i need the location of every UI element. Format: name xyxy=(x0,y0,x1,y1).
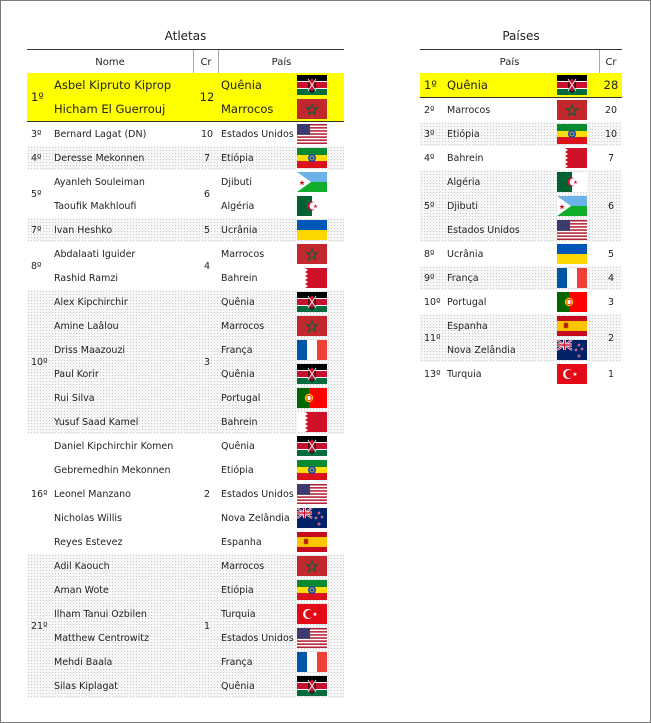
athlete-name: Taoufik Makhloufi xyxy=(54,200,137,212)
cr-column-header: Cr xyxy=(599,50,622,74)
country-name: Portugal xyxy=(221,392,261,404)
cr-value: 4 xyxy=(203,260,211,272)
morocco-flag-icon xyxy=(297,316,327,336)
athlete-name: Amine Laâlou xyxy=(54,320,119,332)
athlete-row xyxy=(27,578,344,602)
country-name: Djibuti xyxy=(221,176,253,188)
rank-label: 1º xyxy=(31,90,44,104)
country-rank-group xyxy=(420,290,622,314)
athlete-name: Aman Wote xyxy=(54,584,109,596)
kenya-flag-icon xyxy=(297,676,327,696)
country-row xyxy=(420,170,622,194)
country-name: Quênia xyxy=(447,78,488,92)
cr-value: 5 xyxy=(203,224,211,236)
country-name: Quênia xyxy=(221,440,255,452)
athlete-row xyxy=(27,218,344,242)
country-name: Estados Unidos xyxy=(221,128,294,140)
algeria-flag-icon xyxy=(557,172,587,192)
new-zealand-flag-icon xyxy=(557,340,587,360)
athlete-row xyxy=(27,146,344,170)
bahrain-flag-icon xyxy=(297,268,327,288)
athlete-rank-group xyxy=(27,242,344,290)
athlete-row xyxy=(27,194,344,218)
cr-value: 1 xyxy=(607,368,615,380)
athlete-row xyxy=(27,73,344,97)
morocco-flag-icon xyxy=(297,99,327,119)
cr-value: 3 xyxy=(607,296,615,308)
spain-flag-icon xyxy=(557,316,587,336)
country-name: Nova Zelândia xyxy=(447,344,516,356)
cr-value: 12 xyxy=(199,90,215,104)
athlete-row xyxy=(27,626,344,650)
country-row xyxy=(420,266,622,290)
djibouti-flag-icon xyxy=(557,196,587,216)
athlete-name: Ilham Tanui Ozbilen xyxy=(54,608,147,620)
portugal-flag-icon xyxy=(557,292,587,312)
turkey-flag-icon xyxy=(297,604,327,624)
country-name: Bahrein xyxy=(447,152,484,164)
country-name: Algéria xyxy=(447,176,481,188)
athlete-name: Abdalaati Iguider xyxy=(54,248,136,260)
cr-value: 28 xyxy=(603,78,619,92)
athlete-row xyxy=(27,266,344,290)
cr-value: 6 xyxy=(203,188,211,200)
morocco-flag-icon xyxy=(297,244,327,264)
country-name: Etiópia xyxy=(221,584,254,596)
athlete-rank-group xyxy=(27,218,344,242)
athlete-row xyxy=(27,410,344,434)
athlete-rank-group xyxy=(27,434,344,554)
usa-flag-icon xyxy=(297,124,327,144)
usa-flag-icon xyxy=(297,484,327,504)
ukraine-flag-icon xyxy=(557,244,587,264)
country-row xyxy=(420,362,622,386)
country-row xyxy=(420,218,622,242)
rank-label: 21º xyxy=(31,620,48,632)
country-rank-group xyxy=(420,266,622,290)
athlete-row xyxy=(27,362,344,386)
kenya-flag-icon xyxy=(297,436,327,456)
cr-value: 2 xyxy=(203,488,211,500)
usa-flag-icon xyxy=(557,220,587,240)
country-name: Bahrein xyxy=(221,416,258,428)
athlete-name: Paul Korir xyxy=(54,368,99,380)
rank-label: 4º xyxy=(424,152,435,164)
country-rank-group xyxy=(420,122,622,146)
rank-label: 2º xyxy=(424,104,435,116)
athlete-row xyxy=(27,482,344,506)
country-rank-group xyxy=(420,146,622,170)
athlete-name: Matthew Centrowitz xyxy=(54,632,149,644)
athlete-row xyxy=(27,290,344,314)
athletes-table-title: Atletas xyxy=(164,29,207,43)
rank-label: 9º xyxy=(424,272,435,284)
country-name: Marrocos xyxy=(221,560,265,572)
morocco-flag-icon xyxy=(297,556,327,576)
athletes-table-header xyxy=(27,49,344,75)
athlete-name: Yusuf Saad Kamel xyxy=(54,416,139,428)
country-name: Espanha xyxy=(221,536,262,548)
rank-label: 1º xyxy=(424,78,437,92)
country-name: Marrocos xyxy=(221,102,274,116)
athlete-row xyxy=(27,242,344,266)
country-row xyxy=(420,146,622,170)
ethiopia-flag-icon xyxy=(557,124,587,144)
country-name: Algéria xyxy=(221,200,255,212)
cr-value: 20 xyxy=(604,104,618,116)
country-name: Espanha xyxy=(447,320,488,332)
kenya-flag-icon xyxy=(297,364,327,384)
athlete-name: Hicham El Guerrouj xyxy=(54,102,166,116)
cr-column-header: Cr xyxy=(193,50,218,74)
country-rank-group xyxy=(420,242,622,266)
country-name: Bahrein xyxy=(221,272,258,284)
rank-label: 13º xyxy=(424,368,441,380)
cr-value: 4 xyxy=(607,272,615,284)
rank-label: 7º xyxy=(31,224,42,236)
cr-value: 10 xyxy=(200,128,214,140)
athlete-name: Rashid Ramzi xyxy=(54,272,118,284)
countries-table xyxy=(420,73,622,386)
athlete-name: Reyes Estevez xyxy=(54,536,123,548)
athlete-name: Nicholas Willis xyxy=(54,512,122,524)
country-name: Djibuti xyxy=(447,200,479,212)
country-name: Portugal xyxy=(447,296,487,308)
athlete-rank-group xyxy=(27,146,344,170)
athlete-row xyxy=(27,338,344,362)
country-row xyxy=(420,122,622,146)
cr-value: 6 xyxy=(607,200,615,212)
country-row xyxy=(420,73,622,97)
country-name: França xyxy=(221,344,253,356)
rank-label: 3º xyxy=(31,128,42,140)
turkey-flag-icon xyxy=(557,364,587,384)
country-name: Etiópia xyxy=(221,464,254,476)
ukraine-flag-icon xyxy=(297,220,327,240)
country-name: Etiópia xyxy=(447,128,480,140)
athlete-name: Asbel Kipruto Kiprop xyxy=(54,78,172,92)
country-row xyxy=(420,314,622,338)
athlete-row xyxy=(27,386,344,410)
cr-value: 3 xyxy=(203,356,211,368)
country-name: França xyxy=(221,656,253,668)
countries-table-title: Países xyxy=(502,29,540,43)
rank-label: 8º xyxy=(424,248,435,260)
new-zealand-flag-icon xyxy=(297,508,327,528)
bahrain-flag-icon xyxy=(557,148,587,168)
athlete-row xyxy=(27,170,344,194)
athlete-name: Ayanleh Souleiman xyxy=(54,176,145,188)
country-name: Nova Zelândia xyxy=(221,512,290,524)
athlete-row xyxy=(27,122,344,146)
kenya-flag-icon xyxy=(297,75,327,95)
country-name: Etiópia xyxy=(221,152,254,164)
athlete-row xyxy=(27,650,344,674)
country-rank-group xyxy=(420,314,622,362)
athlete-name: Ivan Heshko xyxy=(54,224,113,236)
athlete-row xyxy=(27,314,344,338)
country-name: Marrocos xyxy=(221,248,265,260)
athlete-name: Deresse Mekonnen xyxy=(54,152,145,164)
country-name: França xyxy=(447,272,479,284)
country-name: Marrocos xyxy=(221,320,265,332)
country-name: Quênia xyxy=(221,680,255,692)
country-name: Quênia xyxy=(221,368,255,380)
kenya-flag-icon xyxy=(297,292,327,312)
cr-value: 7 xyxy=(203,152,211,164)
country-column-header: País xyxy=(218,50,344,74)
countries-table-header xyxy=(420,49,622,75)
country-name: Turquia xyxy=(447,368,482,380)
country-row xyxy=(420,242,622,266)
athlete-row xyxy=(27,602,344,626)
athlete-rank-group xyxy=(27,170,344,218)
athlete-name: Driss Maazouzi xyxy=(54,344,126,356)
france-flag-icon xyxy=(557,268,587,288)
country-row xyxy=(420,338,622,362)
country-rank-group xyxy=(420,73,622,98)
ethiopia-flag-icon xyxy=(297,460,327,480)
country-row xyxy=(420,98,622,122)
country-rank-group xyxy=(420,362,622,386)
ethiopia-flag-icon xyxy=(297,148,327,168)
rank-label: 8º xyxy=(31,260,42,272)
country-column-header: País xyxy=(499,56,520,68)
athlete-row xyxy=(27,530,344,554)
rank-label: 10º xyxy=(31,356,48,368)
athlete-rank-group xyxy=(27,73,344,122)
athlete-row xyxy=(27,506,344,530)
athlete-name: Adil Kaouch xyxy=(54,560,110,572)
cr-value: 10 xyxy=(604,128,618,140)
france-flag-icon xyxy=(297,340,327,360)
rank-label: 11º xyxy=(424,332,441,344)
country-row xyxy=(420,194,622,218)
country-name: Ucrânia xyxy=(447,248,484,260)
athlete-name: Silas Kiplagat xyxy=(54,680,119,692)
bahrain-flag-icon xyxy=(297,412,327,432)
spain-flag-icon xyxy=(297,532,327,552)
country-rank-group xyxy=(420,170,622,242)
cr-value: 1 xyxy=(203,620,211,632)
ethiopia-flag-icon xyxy=(297,580,327,600)
cr-value: 5 xyxy=(607,248,615,260)
athlete-name: Leonel Manzano xyxy=(54,488,131,500)
country-name: Estados Unidos xyxy=(221,632,294,644)
country-name: Marrocos xyxy=(447,104,491,116)
country-row xyxy=(420,290,622,314)
rank-label: 4º xyxy=(31,152,42,164)
athlete-row xyxy=(27,458,344,482)
rank-label: 5º xyxy=(31,188,42,200)
rank-label: 5º xyxy=(424,200,435,212)
country-name: Estados Unidos xyxy=(447,224,520,236)
rank-label: 10º xyxy=(424,296,441,308)
athlete-rank-group xyxy=(27,290,344,434)
country-name: Estados Unidos xyxy=(221,488,294,500)
rank-label: 16º xyxy=(31,488,48,500)
algeria-flag-icon xyxy=(297,196,327,216)
country-name: Ucrânia xyxy=(221,224,258,236)
cr-value: 2 xyxy=(607,332,615,344)
athlete-name: Alex Kipchirchir xyxy=(54,296,128,308)
athlete-name: Daniel Kipchirchir Komen xyxy=(54,440,174,452)
athlete-rank-group xyxy=(27,122,344,146)
athlete-row xyxy=(27,554,344,578)
cr-value: 7 xyxy=(607,152,615,164)
athlete-name: Rui Silva xyxy=(54,392,95,404)
athlete-name: Mehdi Baala xyxy=(54,656,113,668)
country-name: Turquia xyxy=(221,608,256,620)
name-column-header: Nome xyxy=(95,56,125,68)
kenya-flag-icon xyxy=(557,75,587,95)
country-name: Quênia xyxy=(221,78,262,92)
rank-label: 3º xyxy=(424,128,435,140)
france-flag-icon xyxy=(297,652,327,672)
usa-flag-icon xyxy=(297,628,327,648)
athlete-row xyxy=(27,674,344,698)
athlete-name: Bernard Lagat (DN) xyxy=(54,128,147,140)
athletes-table xyxy=(27,73,344,698)
djibouti-flag-icon xyxy=(297,172,327,192)
country-name: Quênia xyxy=(221,296,255,308)
athlete-row xyxy=(27,434,344,458)
athlete-row xyxy=(27,97,344,121)
morocco-flag-icon xyxy=(557,100,587,120)
country-rank-group xyxy=(420,98,622,122)
athlete-rank-group xyxy=(27,554,344,698)
portugal-flag-icon xyxy=(297,388,327,408)
athlete-name: Gebremedhin Mekonnen xyxy=(54,464,171,476)
